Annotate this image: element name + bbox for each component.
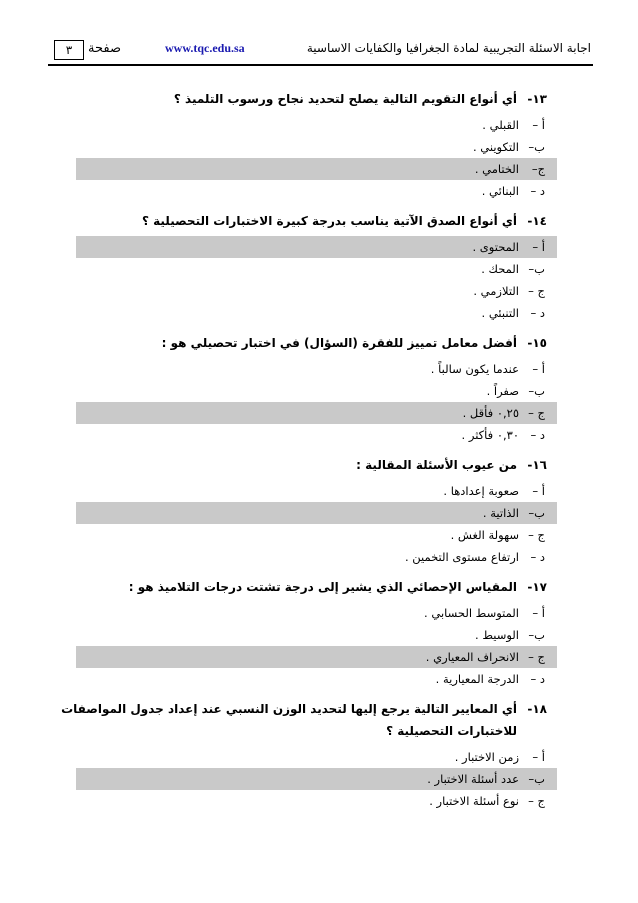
option-letter: أ – [532,118,545,132]
option-text: التلازمي . [473,284,519,298]
option-letter: د – [530,672,545,686]
option-text: صعوبة إعدادها . [443,484,519,498]
option-text: عدد أسئلة الاختبار . [427,772,519,786]
option-text: صفراً . [486,384,519,398]
question-text: المقياس الإحصائي الذي يشير إلى درجة تشتت درجات التلاميذ هو : [128,580,517,594]
question-17 [77,576,547,690]
option-a [77,602,547,624]
option-letter: ب– [528,506,545,520]
option-text: المحتوى . [472,240,519,254]
option-text: البنائي . [481,184,519,198]
questions-list [61,88,547,820]
option-text: ٠,٢٥ فأقل . [462,406,519,420]
option-a-correct [76,236,557,258]
option-letter: أ – [532,484,545,498]
option-c-correct [76,402,557,424]
question-text: من عيوب الأسئلة المقالية : [356,458,517,472]
option-letter: د – [530,184,545,198]
page-label: صفحة [88,41,121,56]
option-text: عندما يكون سالباً . [430,362,519,376]
option-text: الدرجة المعيارية . [435,672,519,686]
option-d [77,424,547,446]
option-text: القبلي . [482,118,519,132]
option-letter: ب– [528,772,545,786]
option-letter: ب– [528,262,545,276]
option-text: المحك . [481,262,519,276]
question-18 [61,698,547,812]
question-number: ١٨- [527,702,547,716]
option-letter: ج – [528,794,545,808]
option-c-correct [76,158,557,180]
option-d [77,302,547,324]
question-number: ١٧- [527,580,547,594]
option-text: نوع أسئلة الاختبار . [429,794,519,808]
option-letter: أ – [532,606,545,620]
option-text: الختامي . [474,162,519,176]
option-text: زمن الاختبار . [454,750,519,764]
question-number: ١٦- [527,458,547,472]
option-d [77,668,547,690]
option-b [77,136,547,158]
option-b [77,380,547,402]
option-letter: أ – [532,750,545,764]
option-text: التكويني . [472,140,519,154]
option-letter: ج – [528,650,545,664]
option-text: ٠,٣٠ فأكثر . [461,428,519,442]
option-b-correct [76,502,557,524]
option-text: التنبئي . [481,306,519,320]
option-letter: د – [530,306,545,320]
option-letter: ج – [528,528,545,542]
question-number: ١٤- [527,214,547,228]
option-letter: ج – [528,284,545,298]
option-text: ارتفاع مستوى التخمين . [404,550,519,564]
question-13 [77,88,547,202]
question-text: أي أنواع الصدق الآتية يناسب بدرجة كبيرة الاختبارات التحصيلية ؟ [141,214,517,228]
option-letter: ب– [528,140,545,154]
option-text: الوسيط . [475,628,519,642]
option-letter: أ – [532,362,545,376]
option-letter: ج – [528,406,545,420]
option-a [77,114,547,136]
option-letter: ب– [528,384,545,398]
option-a [77,480,547,502]
site-url: www.tqc.edu.sa [165,41,245,55]
question-number: ١٣- [527,92,547,106]
option-a [77,358,547,380]
option-b [77,258,547,280]
option-b-correct [76,768,557,790]
option-letter: د – [530,428,545,442]
question-14 [77,210,547,324]
question-text: أفضل معامل تمييز للفقرة (السؤال) في اختبار تحصيلي هو : [161,336,517,350]
option-c [77,524,547,546]
option-d [77,546,547,568]
option-letter: أ – [532,240,545,254]
page-number: ٣ [54,40,84,60]
option-text: الذاتية . [482,506,519,520]
option-text: سهولة الغش . [450,528,519,542]
option-text: الانحراف المعياري . [425,650,519,664]
option-b [77,624,547,646]
option-letter: ج– [531,162,545,176]
option-d [77,180,547,202]
option-c [77,790,547,812]
option-letter: ب– [528,628,545,642]
question-number: ١٥- [527,336,547,350]
question-text: أي أنواع التقويم التالية يصلح لتحديد نجاح ورسوب التلميذ ؟ [173,92,517,106]
option-letter: د – [530,550,545,564]
document-title: اجابة الاسئلة التجريبية لمادة الجغرافيا والكفايات الاساسية [306,41,591,55]
question-text: أي المعايير التالية يرجع إليها لتحديد الوزن النسبي عند إعداد جدول المواصفات للاختبارات التحصيلية ؟ [61,702,517,738]
option-c-correct [76,646,557,668]
option-text: المتوسط الحسابي . [424,606,519,620]
option-c [77,280,547,302]
option-a [77,746,547,768]
question-16 [77,454,547,568]
page-header [48,38,593,66]
question-15 [77,332,547,446]
